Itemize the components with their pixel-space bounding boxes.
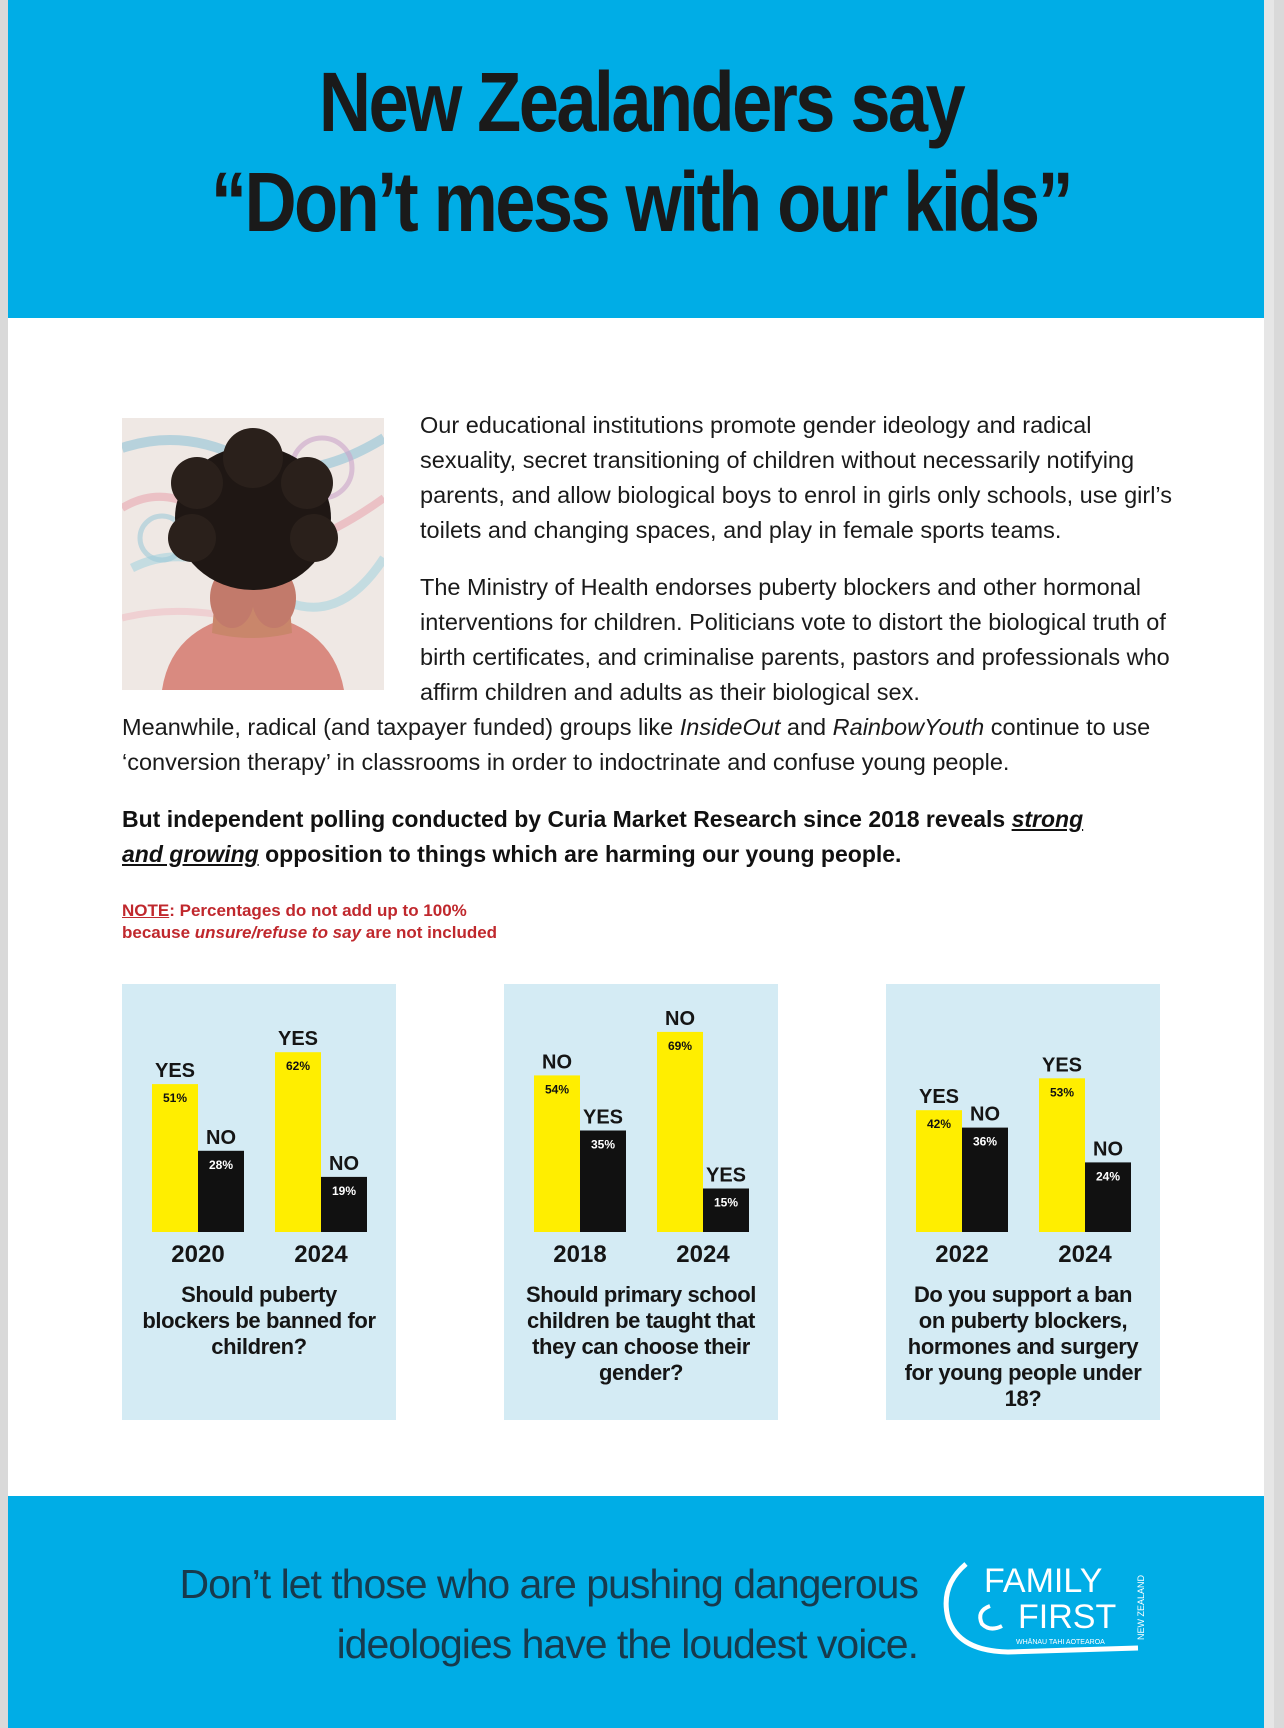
logo-side-text: NEW ZEALAND bbox=[1136, 1574, 1146, 1640]
logo-word-first: FIRST bbox=[1018, 1598, 1117, 1636]
body-paragraph-2: The Ministry of Health endorses puberty blockers and other hormonal interventions for children. Politicians vote to distort the biological truth of birth certificates, and criminalise parents, pastors and professionals who affirm children and adults as their biological sex. bbox=[420, 574, 1170, 705]
bar-yes-2024 bbox=[275, 1052, 321, 1232]
percentage-note bbox=[122, 900, 622, 944]
x-tick-label: 2024 bbox=[1058, 1241, 1112, 1268]
footer-tagline bbox=[68, 1554, 918, 1674]
lead-part-2: opposition to things which are harming our young people. bbox=[258, 841, 902, 867]
logo-word-family: FAMILY bbox=[984, 1562, 1103, 1600]
bar-yes-2020 bbox=[152, 1084, 198, 1232]
bar-series-label: YES bbox=[705, 1164, 747, 1187]
bar-series-label: NO bbox=[970, 1103, 1000, 1126]
bar-series-label: YES bbox=[1041, 1054, 1083, 1077]
title-line-2: “Don’t mess with our kids” bbox=[210, 155, 1072, 249]
title-line-1: New Zealanders say bbox=[318, 55, 964, 149]
poll-question-1: Should puberty blockers be banned for children? bbox=[142, 1282, 376, 1359]
note-label: NOTE bbox=[122, 901, 170, 920]
insideout-name: InsideOut bbox=[679, 714, 781, 740]
bar-no-2018 bbox=[534, 1075, 580, 1232]
page-edge bbox=[1264, 0, 1274, 1728]
bar-series-label: YES bbox=[277, 1028, 319, 1051]
bar-series-label: NO bbox=[542, 1051, 572, 1074]
poster-page bbox=[8, 0, 1274, 1728]
x-tick-label: 2020 bbox=[171, 1241, 225, 1268]
bar-series-label: NO bbox=[665, 1007, 695, 1030]
child-photo bbox=[122, 418, 384, 690]
poll-panel-3 bbox=[886, 984, 1160, 1420]
body-paragraph-1: Our educational institutions promote gender ideology and radical sexuality, secret transitioning of children without necessarily notifying parents, and allow biological boys to enrol in girls only schools, use girl’s toilets and changing spaces, and play in female sports teams. bbox=[420, 412, 1172, 543]
page-title bbox=[97, 52, 1186, 252]
lead-emphasis: strong and growing bbox=[122, 806, 1084, 867]
tagline-line-1: Don’t let those who are pushing dangerous bbox=[179, 1561, 918, 1607]
bar-value-label: 51% bbox=[162, 1091, 188, 1106]
x-tick-label: 2024 bbox=[294, 1241, 348, 1268]
bar-value-label: 62% bbox=[285, 1059, 311, 1074]
note-text-2b: unsure/refuse to say bbox=[194, 923, 362, 942]
bar-value-label: 15% bbox=[713, 1195, 739, 1210]
note-text-2a: because bbox=[122, 923, 195, 942]
logo-curl-icon bbox=[980, 1606, 1002, 1629]
para3-text-a: Meanwhile, radical (and taxpayer funded) groups like bbox=[122, 714, 680, 740]
para3-text-e: continue to use ‘conversion therapy’ in classrooms in order to indoctrinate and confuse young people. bbox=[122, 714, 1151, 775]
bar-value-label: 69% bbox=[667, 1038, 693, 1053]
child-photo-illustration bbox=[122, 418, 384, 690]
bar-value-label: 24% bbox=[1095, 1169, 1121, 1184]
bar-no-2024 bbox=[657, 1032, 703, 1232]
poll-panel-1 bbox=[122, 984, 396, 1420]
bar-series-label: YES bbox=[154, 1060, 196, 1083]
polling-lead bbox=[122, 802, 1122, 872]
bar-yes-2024 bbox=[1039, 1078, 1085, 1232]
bar-series-label: NO bbox=[329, 1152, 359, 1175]
bar-series-label: NO bbox=[1093, 1138, 1123, 1161]
poll-panel-2 bbox=[504, 984, 778, 1420]
note-text-2c: are not included bbox=[361, 923, 498, 942]
note-text-1: : Percentages do not add up to 100% bbox=[169, 901, 467, 920]
body-paragraph-3 bbox=[122, 710, 1182, 780]
bar-series-label: NO bbox=[206, 1126, 236, 1149]
lead-part-1: But independent polling conducted by Curia Market Research since 2018 reveals bbox=[122, 806, 1012, 832]
header-banner bbox=[8, 0, 1274, 318]
poll-question-3: Do you support a ban on puberty blockers, hormones and surgery for young people under 18? bbox=[904, 1282, 1142, 1411]
logo-subtitle: WHĀNAU TAHI AOTEAROA bbox=[1016, 1639, 1105, 1646]
bar-value-label: 54% bbox=[544, 1082, 570, 1097]
para3-text-c: and bbox=[780, 714, 833, 740]
x-tick-label: 2022 bbox=[935, 1241, 989, 1268]
rainbowyouth-name: RainbowYouth bbox=[832, 714, 985, 740]
poll-question-2: Should primary school children be taught that they can choose their gender? bbox=[526, 1282, 756, 1385]
bar-value-label: 28% bbox=[208, 1157, 234, 1172]
x-tick-label: 2018 bbox=[553, 1241, 607, 1268]
bar-series-label: YES bbox=[582, 1106, 624, 1129]
bar-value-label: 53% bbox=[1049, 1085, 1075, 1100]
poll-chart-3 bbox=[886, 984, 1160, 1274]
tagline-line-2: ideologies have the loudest voice. bbox=[336, 1621, 918, 1667]
bar-value-label: 36% bbox=[972, 1134, 998, 1149]
bar-series-label: YES bbox=[918, 1086, 960, 1109]
bar-value-label: 35% bbox=[590, 1137, 616, 1152]
poll-chart-2 bbox=[504, 984, 778, 1274]
x-tick-label: 2024 bbox=[676, 1241, 730, 1268]
family-first-logo bbox=[938, 1556, 1170, 1666]
poll-chart-1 bbox=[122, 984, 396, 1274]
footer-banner bbox=[8, 1496, 1274, 1728]
bar-value-label: 19% bbox=[331, 1183, 357, 1198]
bar-value-label: 42% bbox=[926, 1117, 952, 1132]
